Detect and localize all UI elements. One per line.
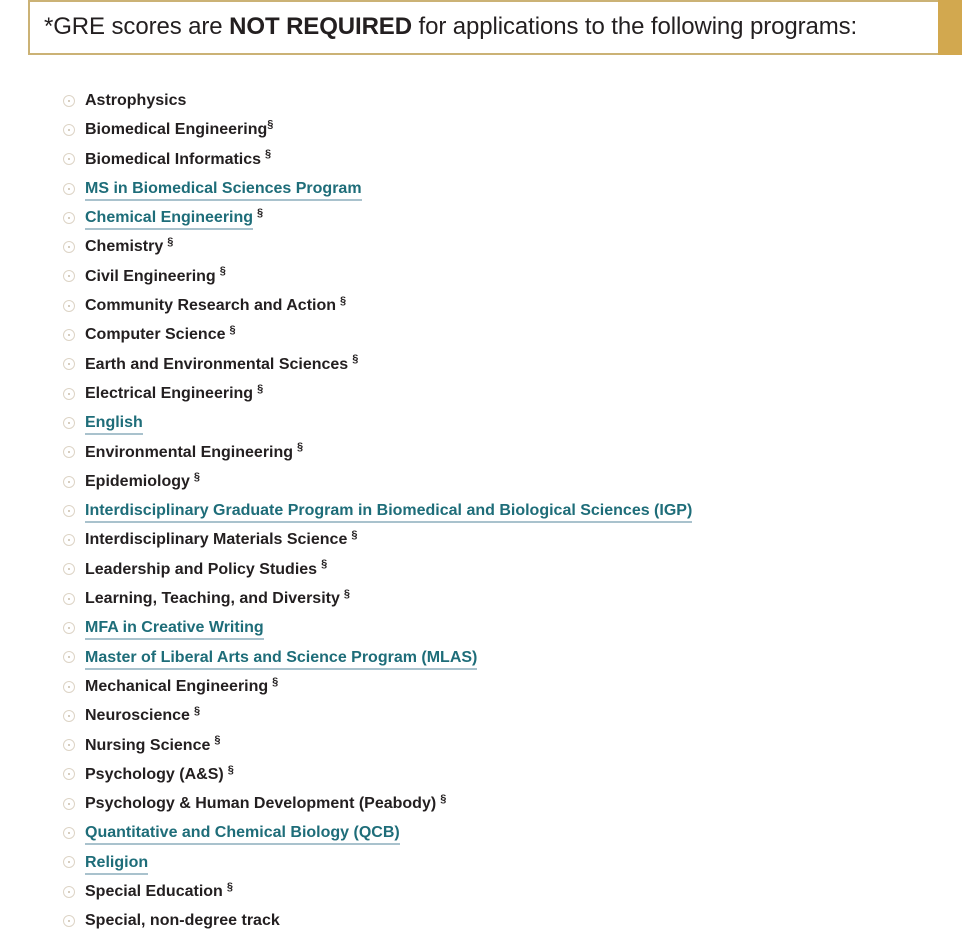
list-item [0,672,978,701]
section-symbol-marker: § [229,324,236,337]
list-item [0,145,978,174]
section-symbol-marker: § [267,118,274,131]
list-item [0,818,978,847]
banner-accent-bar [938,0,962,55]
ring-dot-icon [63,622,75,634]
section-symbol-marker: § [226,880,233,893]
program-label: Interdisciplinary Materials Science [85,531,348,549]
list-item [0,906,978,935]
program-link[interactable]: Interdisciplinary Graduate Program in Biomedical and Biological Sciences (IGP) [85,502,692,523]
ring-dot-icon [63,739,75,751]
program-list-section [0,55,978,936]
ring-dot-icon [63,651,75,663]
program-label: Learning, Teaching, and Diversity [85,590,340,608]
program-link[interactable]: Quantitative and Chemical Biology (QCB) [85,824,400,845]
program-link[interactable]: Master of Liberal Arts and Science Program (MLAS) [85,649,477,670]
list-item [0,320,978,349]
banner-text-suffix: for applications to the following programs: [411,13,858,41]
banner-body [28,0,938,55]
program-link[interactable]: Chemical Engineering [85,209,253,230]
section-symbol-marker: § [257,206,264,219]
gre-notice-banner [28,0,962,55]
program-label: Chemistry [85,238,164,256]
program-label: Special Education [85,883,223,901]
list-item [0,496,978,525]
ring-dot-icon [63,300,75,312]
list-item [0,731,978,760]
section-symbol-marker: § [272,675,279,688]
program-link[interactable]: Religion [85,854,148,875]
list-item [0,438,978,467]
ring-dot-icon [63,886,75,898]
ring-dot-icon [63,446,75,458]
program-label: Community Research and Action [85,297,337,315]
ring-dot-icon [63,827,75,839]
ring-dot-icon [63,915,75,927]
program-link[interactable]: MFA in Creative Writing [85,619,264,640]
list-item [0,555,978,584]
section-symbol-marker: § [167,236,174,249]
ring-dot-icon [63,476,75,488]
ring-dot-icon [63,270,75,282]
program-label: Electrical Engineering [85,384,254,402]
ring-dot-icon [63,768,75,780]
program-label: Psychology & Human Development (Peabody) [85,795,437,813]
banner-text-emphasis: NOT REQUIRED [229,13,412,41]
list-item [0,701,978,730]
program-link[interactable]: English [85,414,143,435]
section-symbol-marker: § [343,587,350,600]
section-symbol-marker: § [351,529,358,542]
ring-dot-icon [63,534,75,546]
section-symbol-marker: § [193,704,201,717]
ring-dot-icon [63,563,75,575]
ring-dot-icon [63,95,75,107]
ring-dot-icon [63,212,75,224]
ring-dot-icon [63,388,75,400]
section-symbol-marker: § [219,265,226,278]
section-symbol-marker: § [227,763,234,776]
ring-dot-icon [63,358,75,370]
list-item [0,291,978,320]
program-label: Biomedical Engineering [85,121,268,139]
list-item [0,86,978,115]
section-symbol-marker: § [440,792,447,805]
program-label: Mechanical Engineering [85,677,269,695]
list-item [0,613,978,642]
program-label: Biomedical Informatics [85,150,262,168]
list-item [0,408,978,437]
section-symbol-marker: § [265,148,272,161]
section-symbol-marker: § [214,734,221,747]
list-item [0,525,978,554]
section-symbol-marker: § [340,294,347,307]
ring-dot-icon [63,681,75,693]
program-label: Environmental Engineering [85,443,294,461]
list-item [0,643,978,672]
program-label: Earth and Environmental Sciences [85,355,349,373]
list-item [0,350,978,379]
program-label: Psychology (A&S) [85,765,224,783]
list-item [0,379,978,408]
program-label: Leadership and Policy Studies [85,560,318,578]
ring-dot-icon [63,417,75,429]
program-link[interactable]: MS in Biomedical Sciences Program [85,180,362,201]
list-item [0,467,978,496]
program-label: Computer Science [85,326,226,344]
program-label: Nursing Science [85,736,211,754]
ring-dot-icon [63,856,75,868]
program-label: Epidemiology [85,472,190,490]
banner-text-prefix: *GRE scores are [44,13,230,41]
banner-text [30,14,857,40]
program-label: Astrophysics [85,92,187,109]
program-label: Civil Engineering [85,267,216,285]
ring-dot-icon [63,183,75,195]
program-label: Special, non-degree track [85,912,280,930]
ring-dot-icon [63,710,75,722]
section-symbol-marker: § [321,558,328,571]
list-item [0,203,978,232]
list-item [0,877,978,906]
ring-dot-icon [63,798,75,810]
section-symbol-marker: § [297,441,304,454]
program-label: Neuroscience [85,707,190,725]
ring-dot-icon [63,329,75,341]
section-symbol-marker: § [193,470,201,483]
list-item [0,789,978,818]
ring-dot-icon [63,153,75,165]
ring-dot-icon [63,505,75,517]
list-item [0,584,978,613]
ring-dot-icon [63,241,75,253]
list-item [0,848,978,877]
list-item [0,262,978,291]
list-item [0,232,978,261]
list-item [0,115,978,144]
section-symbol-marker: § [352,353,359,366]
section-symbol-marker: § [257,382,264,395]
program-list [0,86,978,936]
ring-dot-icon [63,124,75,136]
list-item [0,760,978,789]
ring-dot-icon [63,593,75,605]
list-item [0,174,978,203]
